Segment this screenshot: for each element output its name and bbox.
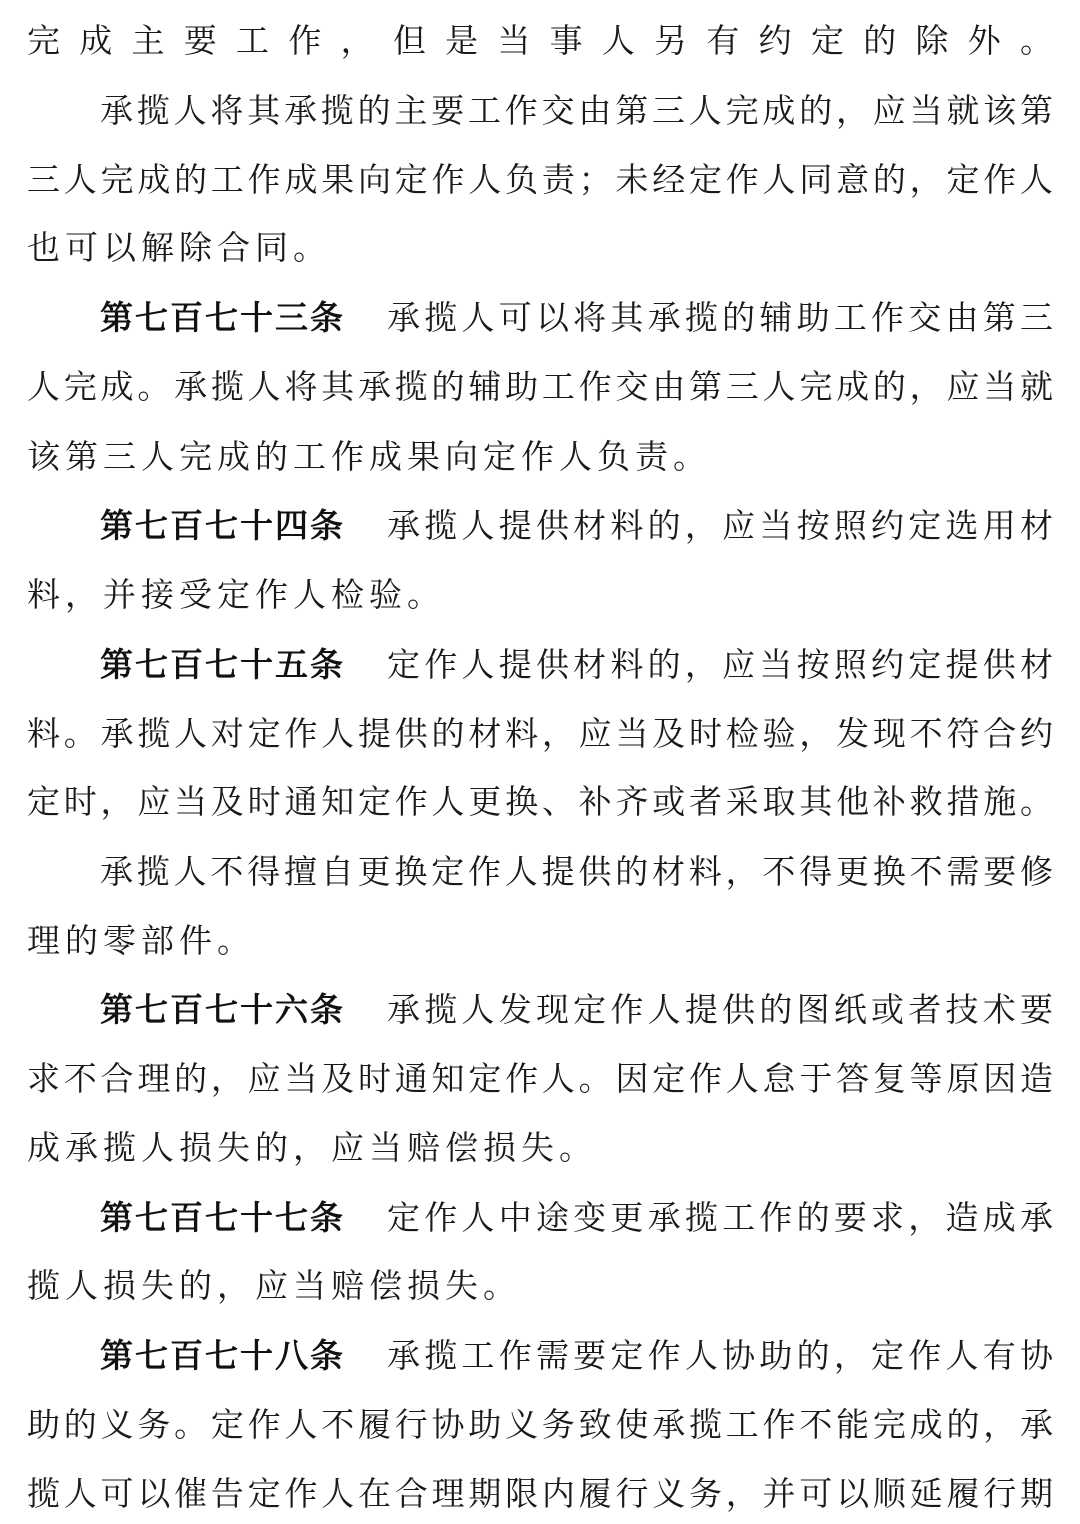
article-number: 第七百七十六条 <box>100 990 345 1029</box>
text-line: 料，并接受定作人检验。 <box>27 575 445 614</box>
text-line: 助的义务。定作人不履行协助义务致使承揽工作不能完成的，承 <box>27 1405 1053 1444</box>
text-line: 理的零部件。 <box>27 921 255 960</box>
text-line: 完成主要工作，但是当事人另有约定的除外。 <box>27 21 1053 60</box>
article-text: 承揽人提供材料的，应当按照约定选用材 <box>387 506 1053 545</box>
article-text: 定作人中途变更承揽工作的要求，造成承 <box>387 1198 1053 1237</box>
text-line: 承揽人不得擅自更换定作人提供的材料，不得更换不需要修 <box>100 852 1053 891</box>
article-text: 承揽人发现定作人提供的图纸或者技术要 <box>387 990 1053 1029</box>
text-line: 也可以解除合同。 <box>27 228 331 267</box>
article-number: 第七百七十五条 <box>100 645 345 684</box>
article-number: 第七百七十四条 <box>100 506 345 545</box>
text-line: 揽人可以催告定作人在合理期限内履行义务，并可以顺延履行期 <box>27 1474 1053 1513</box>
article-text: 承揽工作需要定作人协助的，定作人有协 <box>387 1336 1053 1375</box>
article-line <box>100 501 1053 551</box>
article-line <box>100 293 1053 343</box>
text-line: 成承揽人损失的，应当赔偿损失。 <box>27 1128 597 1167</box>
text-line: 该第三人完成的工作成果向定作人负责。 <box>27 437 711 476</box>
text-line: 求不合理的，应当及时通知定作人。因定作人怠于答复等原因造 <box>27 1059 1053 1098</box>
article-number: 第七百七十八条 <box>100 1336 345 1375</box>
article-line <box>100 1193 1053 1243</box>
text-line: 承揽人将其承揽的主要工作交由第三人完成的，应当就该第 <box>100 91 1053 130</box>
article-line <box>100 1331 1053 1381</box>
article-line <box>100 640 1053 690</box>
text-line: 定时，应当及时通知定作人更换、补齐或者采取其他补救措施。 <box>27 782 1053 821</box>
text-line: 三人完成的工作成果向定作人负责；未经定作人同意的，定作人 <box>27 160 1053 199</box>
text-line: 料。承揽人对定作人提供的材料，应当及时检验，发现不符合约 <box>27 714 1053 753</box>
article-number: 第七百七十七条 <box>100 1198 345 1237</box>
text-line: 揽人损失的，应当赔偿损失。 <box>27 1266 521 1305</box>
article-line <box>100 985 1053 1035</box>
article-text: 定作人提供材料的，应当按照约定提供材 <box>387 645 1053 684</box>
article-text: 承揽人可以将其承揽的辅助工作交由第三 <box>387 298 1053 337</box>
text-line: 人完成。承揽人将其承揽的辅助工作交由第三人完成的，应当就 <box>27 367 1053 406</box>
article-number: 第七百七十三条 <box>100 298 345 337</box>
